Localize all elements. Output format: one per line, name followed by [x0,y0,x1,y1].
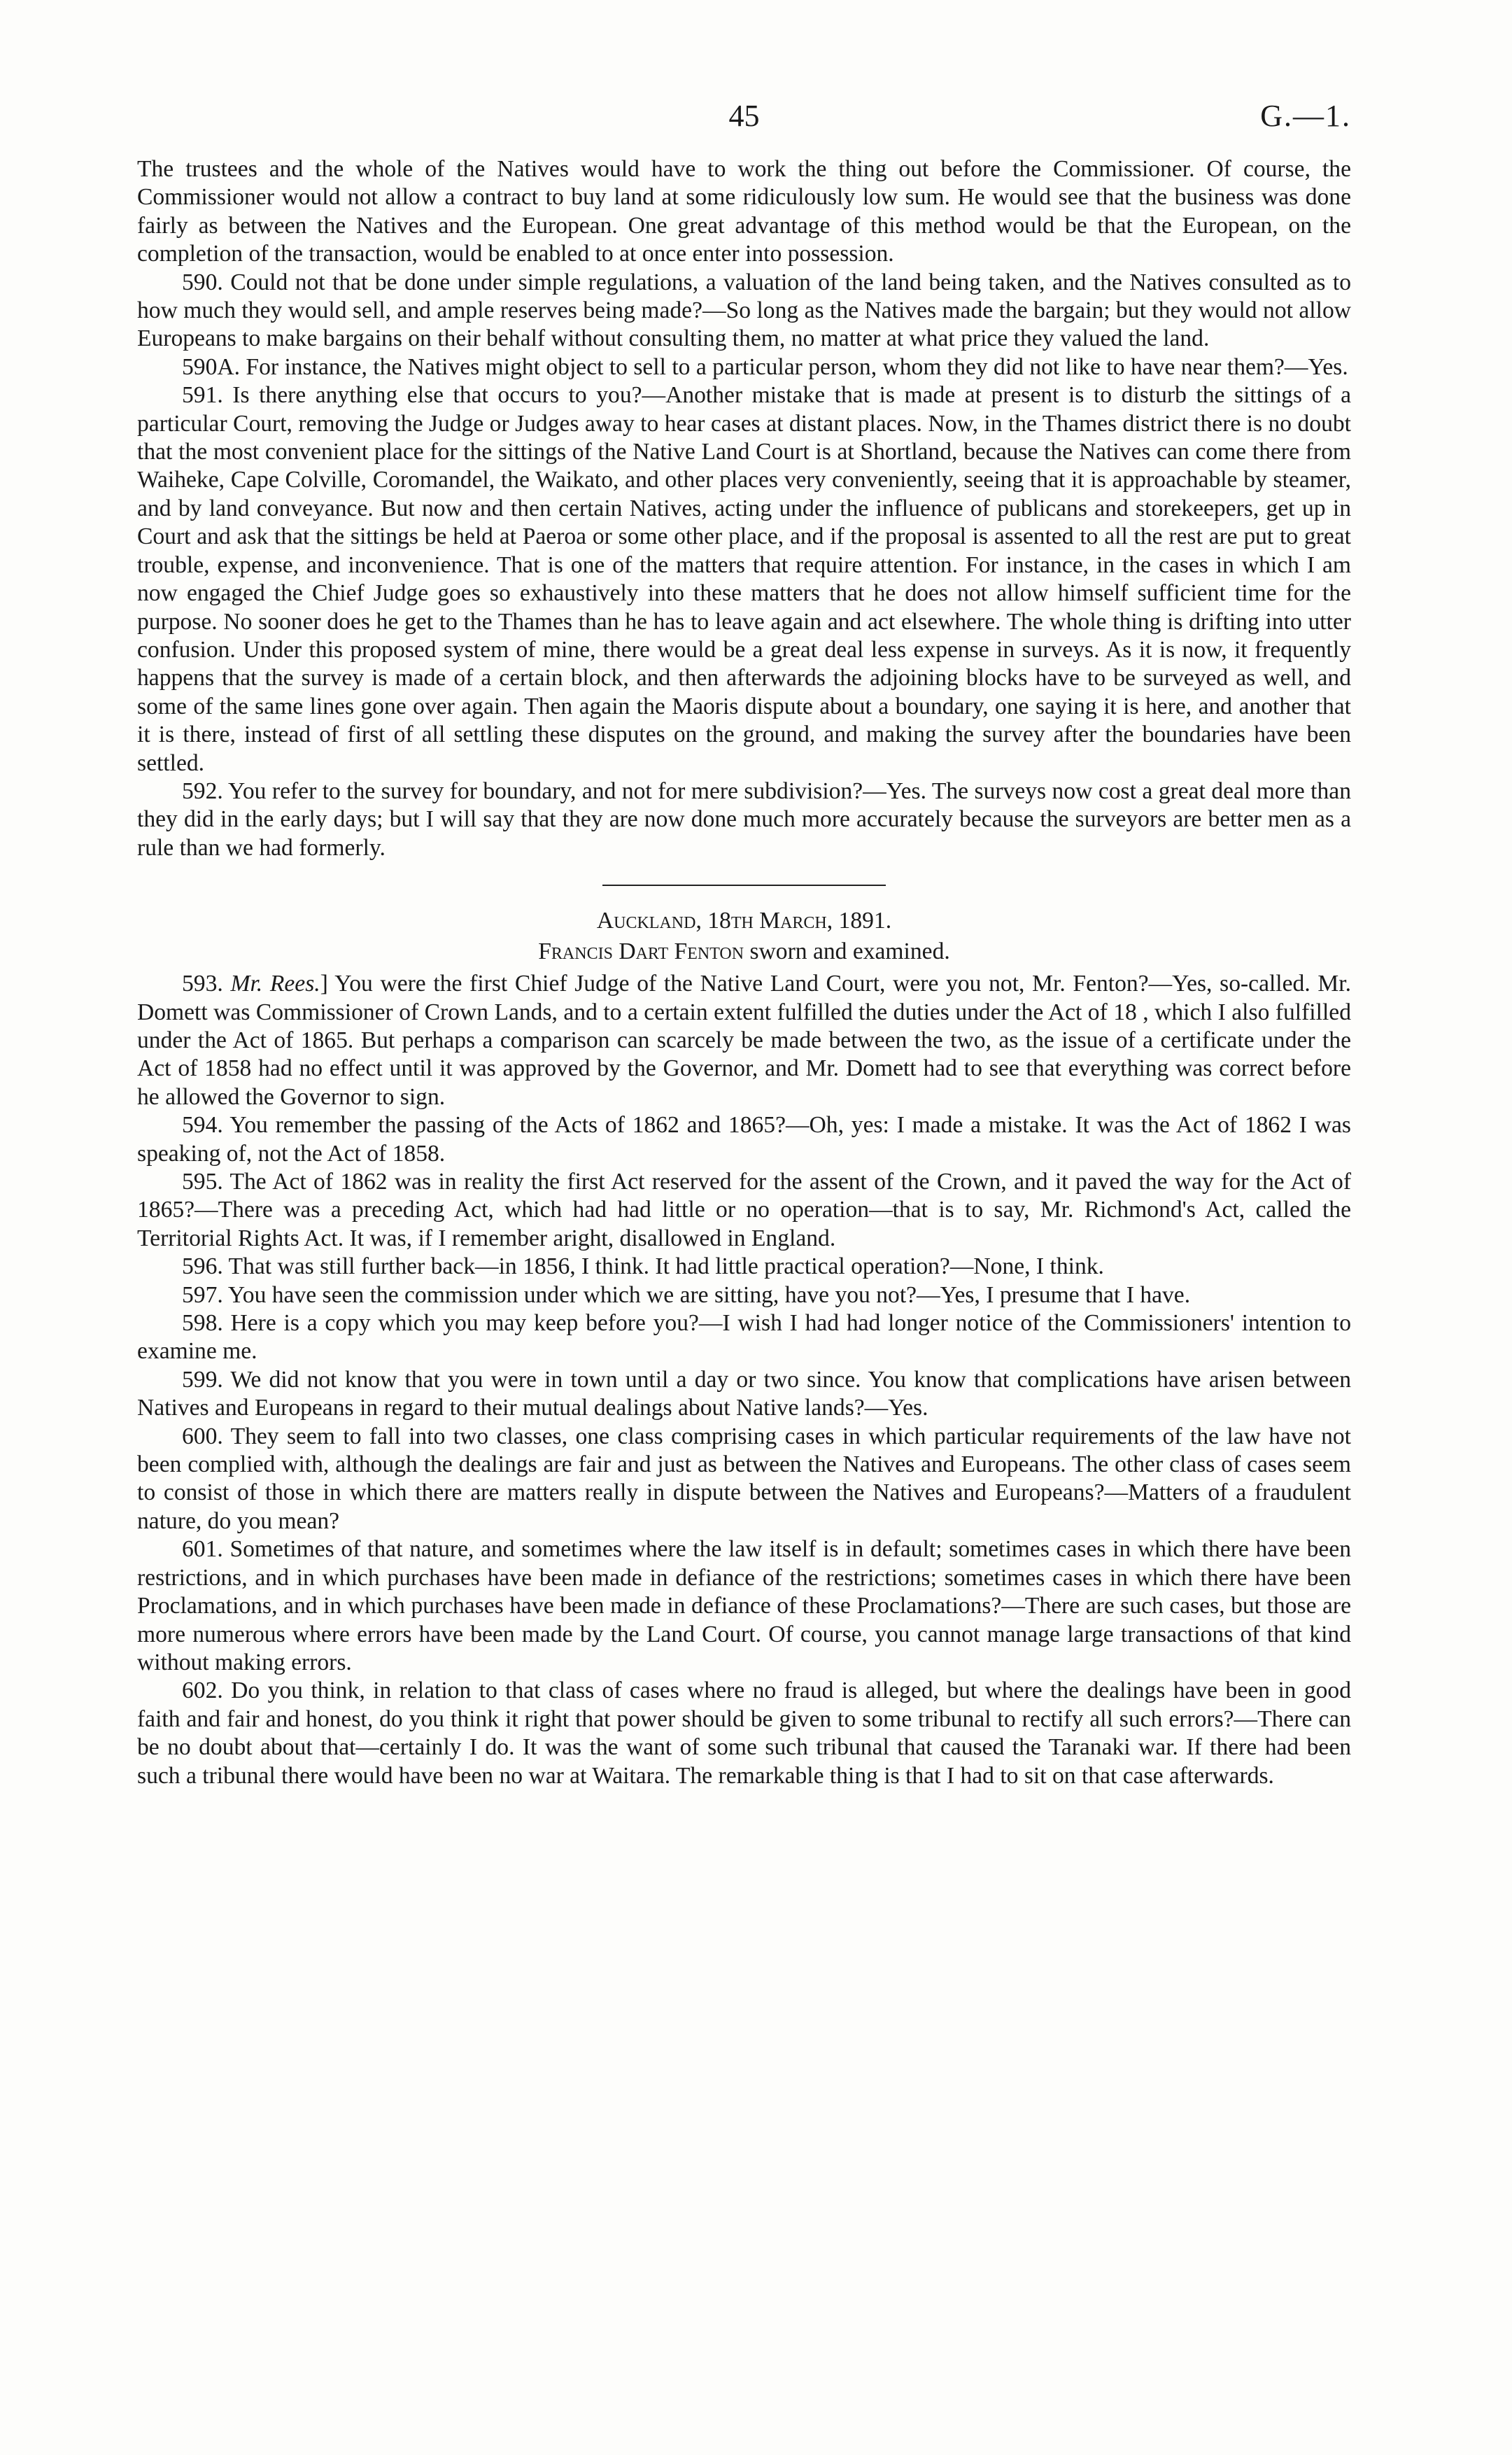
session-dateline: Auckland, 18th March, 1891. [596,908,892,934]
document-reference: G.—1. [1260,99,1351,133]
document-page [137,0,1351,2455]
question-text: ] You were the first Chief Judge of the Native Land Court, were you not, Mr. Fenton?—Yes, so-called. Mr. Domett was Commissioner of Crown Lands, and to a certain extent fulfilled the duties under the Act of 18 , which I also fulfilled under the Act of 1865. But perhaps a comparison can scarcely be made between the two, as the issue of a certificate under the Act of 1858 had no effect until it was approved by the Governor, and Mr. Domett had to see that everything was correct before he allowed the Governor to sign. [137,971,1352,1110]
section-divider [602,885,886,886]
paragraph-593 [137,970,1351,1111]
paragraph-602: 602. Do you think, in relation to that class of cases where no fraud is alleged, but where the dealings have been in good faith and fair and honest, do you think it right that power should be given to some tribunal to rectify all such errors?—There can be no doubt about that—certainly I do. It was the want of some such tribunal that caused the Taranaki war. If there had been such a tribunal there would have been no war at Waitara. The remarkable thing is that I had to sit on that case afterwards. [137,1677,1351,1789]
paragraph-600: 600. They seem to fall into two classes, one class comprising cases in which particular requirements of the law have not been complied with, although the dealings are fair and just as between the Natives and Europeans. The other class of cases seem to consist of those in which there are matters really in dispute between the Natives and Europeans?—Matters of a fraudulent nature, do you mean? [137,1423,1351,1534]
witness-heading [137,936,1351,967]
paragraph-590: 590. Could not that be done under simple regulations, a valuation of the land being taken, and the Natives consulted as to how much they would sell, and ample reserves being made?—So long as the Natives made the bargain; but they would not allow Europeans to make bargains on their behalf without consulting them, no matter at what price they valued the land. [137,269,1351,352]
paragraph-590a: 590A. For instance, the Natives might object to sell to a particular person, whom they did not like to have near them?—Yes. [182,353,1348,380]
page-header [137,98,1351,140]
paragraph-591: 591. Is there anything else that occurs to you?—Another mistake that is made at present is to disturb the sittings of a particular Court, removing the Judge or Judges away to hear cases at distant places. Now, in the Thames district there is no doubt that the most convenient place for the sittings of the Native Land Court is at Shortland, because the Natives can come there from Waiheke, Cape Colville, Coromandel, the Waikato, and other places very conveniently, seeing that it is approachable by steamer, and by land conveyance. But now and then certain Natives, acting under the influence of publicans and storekeepers, get up in Court and ask that the sittings be held at Paeroa or some other place, and if the proposal is assented to all the rest are put to great trouble, expense, and inconvenience. That is one of the matters that require attention. For instance, in the cases in which I am now engaged the Chief Judge goes so exhaustively into these matters that he does not allow himself sufficient time for the purpose. No sooner does he get to the Thames than he has to leave again and act elsewhere. The whole thing is drifting into utter confusion. Under this proposed system of mine, there would be a great deal less expense in surveys. As it is now, it frequently happens that the survey is made of a certain block, and then afterwards the adjoining blocks have to be surveyed as well, and some of the same lines gone over again. Then again the Maoris dispute about a boundary, one saying it is here, and another that it is there, instead of first of all settling these disputes on the ground, and making the survey after the boundaries have been settled. [137,382,1351,776]
questioner-name: Mr. Rees. [230,971,320,997]
paragraph-continuation: The trustees and the whole of the Natives would have to work the thing out before the Commissioner. Of course, the Commissioner would not allow a contract to buy land at some ridiculously low sum. He would see that the business was done fairly as between the Natives and the European. One great advantage of this method would be that the European, on the completion of the transaction, would be enabled to at once enter into possession. [137,156,1351,267]
paragraph-596: 596. That was still further back—in 1856, I think. It had little practical operation?—None, I think. [182,1253,1104,1280]
witness-status: sworn and examined. [744,938,950,965]
paragraph-594: 594. You remember the passing of the Acts of 1862 and 1865?—Oh, yes: I made a mistake. It was the Act of 1862 I was speaking of, not the Act of 1858. [137,1112,1351,1167]
witness-name: Francis Dart Fenton [538,938,744,965]
question-number: 593. [182,971,231,997]
paragraph-595: 595. The Act of 1862 was in reality the first Act reserved for the assent of the Crown, and it paved the way for the Act of 1865?—There was a preceding Act, which had had little or no operation—that is to say, Mr. Richmond's Act, called the Territorial Rights Act. It was, if I remember aright, disallowed in England. [137,1169,1351,1251]
paragraph-601: 601. Sometimes of that nature, and sometimes where the law itself is in default; sometimes cases in which there have been restrictions, and in which purchases have been made in defiance of the restrictions; sometimes cases in which there have been Proclamations, and in which purchases have been made in defiance of these Proclamations?—There are such cases, but those are more numerous where errors have been made by the Land Court. Of course, you cannot manage large transactions of that kind without making errors. [137,1536,1351,1675]
page-number: 45 [728,99,760,133]
paragraph-598: 598. Here is a copy which you may keep before you?—I wish I had had longer notice of the Commissioners' intention to examine me. [137,1310,1351,1365]
paragraph-597: 597. You have seen the commission under which we are sitting, have you not?—Yes, I presume that I have. [182,1281,1191,1308]
page-body [137,155,1351,1790]
paragraph-599: 599. We did not know that you were in town until a day or two since. You know that complications have arisen between Natives and Europeans in regard to their mutual dealings about Native lands?—Yes. [137,1366,1351,1421]
paragraph-592: 592. You refer to the survey for boundary, and not for mere subdivision?—Yes. The surveys now cost a great deal more than they did in the early days; but I will say that they are now done much more accurately because the surveyors are better men as a rule than we had formerly. [137,778,1351,861]
